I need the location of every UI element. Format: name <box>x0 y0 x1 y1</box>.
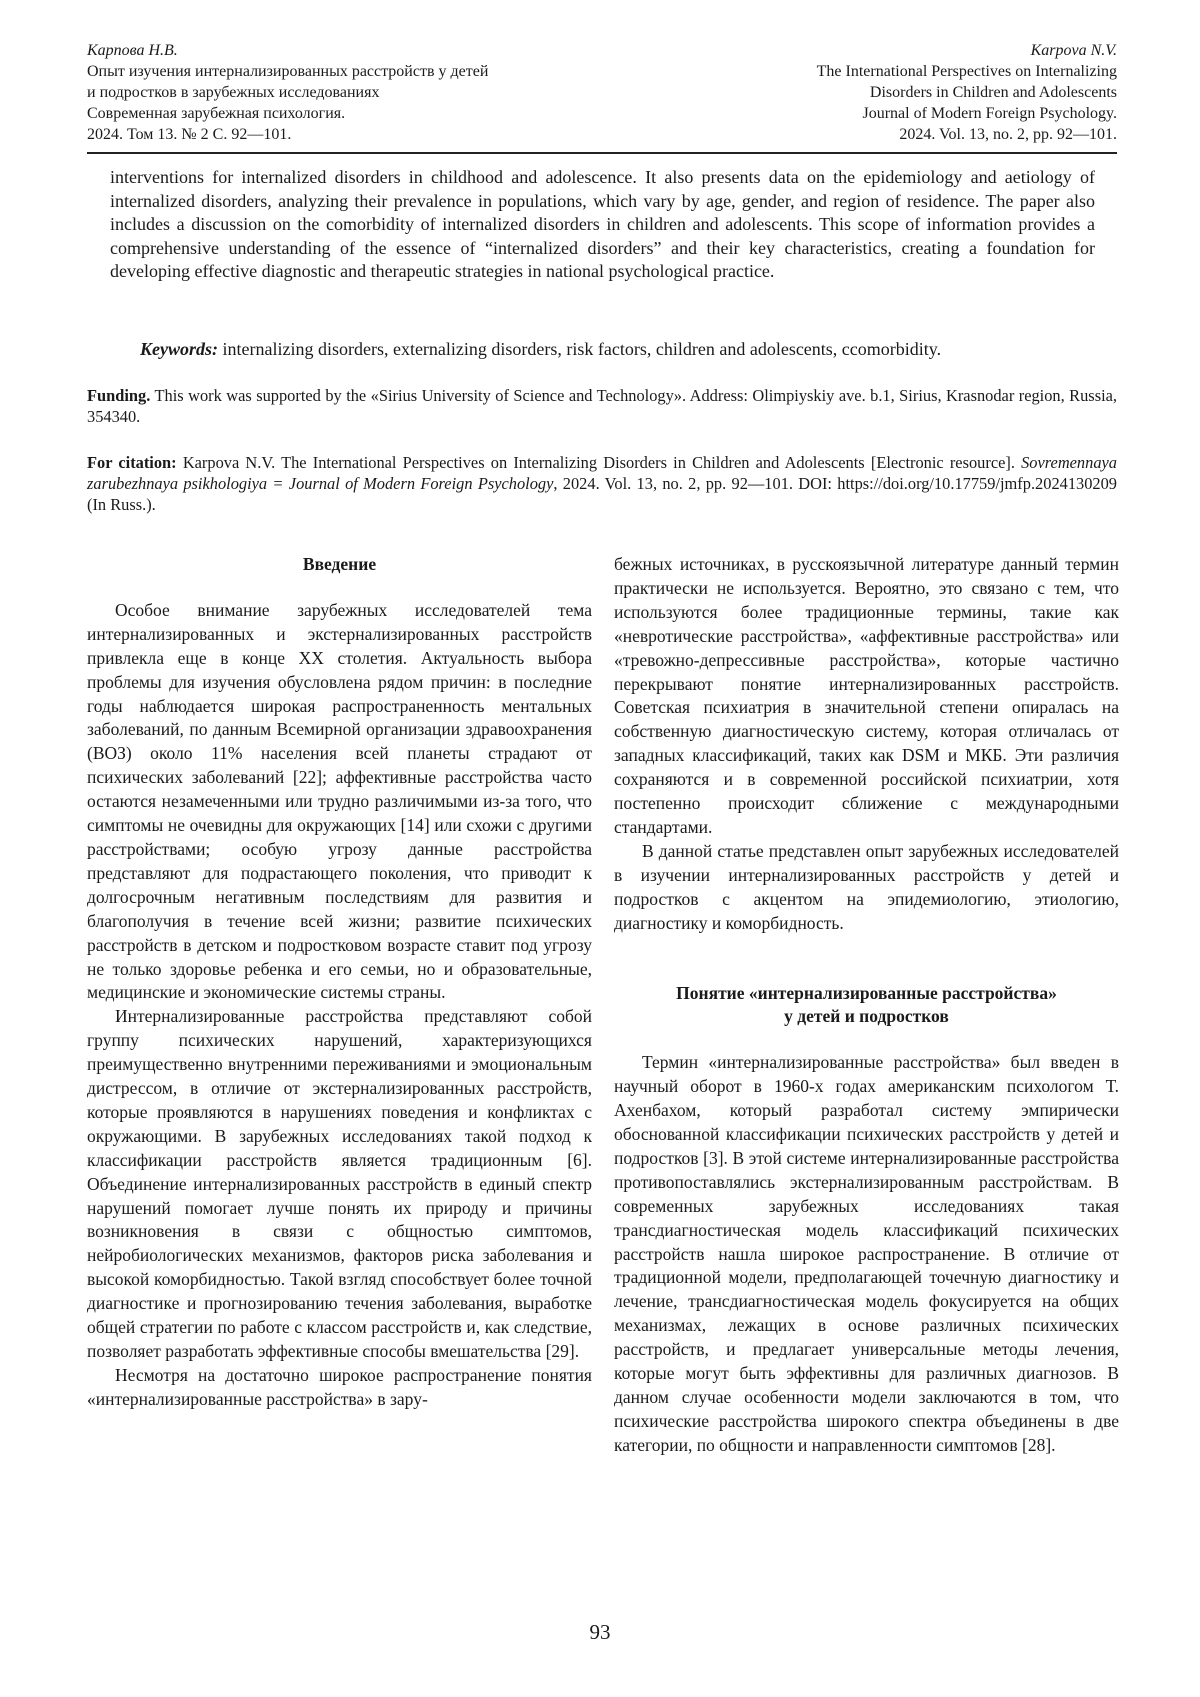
paragraph: Особое внимание зарубежных исследователей тема интернализированных и экстернализированных расстройств привлекла еще в конце XX столетия. Актуальность выбора проблемы для изучения обусловлена рядом причин: в последние годы наблюдается широкая распространенность ментальных заболеваний, по данным Всемирной организации здравоохранения (ВОЗ) около 11% населения всей планеты страдают от психических заболеваний [22]; аффективные расстройства часто остаются незамеченными или трудно различимыми из-за того, что симптомы не очевидны для окружающих [14] или схожи с другими расстройствами; особую угрозу данные расстройства представляют для подрастающего поколения, что приводит к долгосрочным негативным последствиям для развития и благополучия в течение всей жизни; развитие психических расстройств в детском и подростковом возрасте ставит под угрозу не только здоровье ребенка и его семьи, но и образовательные, медицинские и экономические системы страны. <box>87 599 592 1003</box>
citation-journal: Sovremennaya zarubezhnaya psikhologiya = Journal of Modern Foreign Psychology <box>87 453 1117 493</box>
header-issue-ru: 2024. Том 13. № 2 С. 92—101. <box>87 126 292 143</box>
keywords-label: Keywords: <box>140 339 218 359</box>
section-heading-line-1: Понятие «интернализированные расстройства» <box>676 982 1057 1003</box>
funding <box>87 385 1117 427</box>
right-column <box>614 553 1119 1458</box>
citation-text-1: Karpova N.V. The International Perspectives on Internalizing Disorders in Children and Adolescents [Electronic resource]. <box>176 453 1022 472</box>
header-title-en-1: The International Perspectives on Internalizing <box>816 63 1117 80</box>
header-russian <box>87 40 488 145</box>
citation-text-2: , 2024. Vol. 13, no. 2, pp. 92—101. DOI: https://doi.org/10.17759/jmfp.2024130209 (In Russ.). <box>87 474 1118 514</box>
header-title-en-2: Disorders in Children and Adolescents <box>869 84 1117 101</box>
paragraph: В данной статье представлен опыт зарубежных исследователей в изучении интернализированных расстройств у детей и подростков с акцентом на эпидемиологию, этиологию, диагностику и коморбидность. <box>614 840 1119 933</box>
paragraph: бежных источниках, в русскоязычной литературе данный термин практически не используется. Вероятно, это связано с тем, что используются более традиционные термины, такие как «невротические расстройства», «аффективные расстройства» или «тревожно-депрессивные расстройства», которые частично перекрывают понятие интернализированных расстройств. Советская психиатрия в значительной степени опиралась на собственную диагностическую систему, которая отличалась от западных классификаций, таких как DSM и МКБ. Эти различия сохраняются и в современной российской психиатрии, хотя постепенно происходит сближение с международными стандартами. <box>614 554 1119 837</box>
funding-label: Funding. <box>87 386 151 405</box>
citation-label: For citation: <box>87 453 177 472</box>
keywords <box>140 338 1100 361</box>
section-heading-introduction: Введение <box>302 554 377 574</box>
header-title-ru-2: и подростков в зарубежных исследованиях <box>87 84 380 101</box>
section-heading-concept <box>614 982 1119 1030</box>
page-number: 93 <box>589 1620 611 1644</box>
citation <box>87 452 1117 515</box>
running-header <box>87 40 1117 154</box>
paragraph: Интернализированные расстройства представляют собой группу психических нарушений, характеризующихся преимущественно внутренними переживаниями и эмоциональным дистрессом, в отличие от экстернализированных расстройств, которые проявляются в нарушениях поведения и конфликтах с окружающими. В зарубежных исследованиях такой подход к классификации расстройств является традиционным [6]. Объединение интернализированных расстройств в единый спектр нарушений помогает лучше понять их природу и причины возникновения в связи с общностью симптомов, нейробиологических механизмов, факторов риска заболевания и высокой коморбидностью. Такой взгляд способствует более точной диагностике и прогнозированию течения заболевания, выработке общей стратегии по работе с классом расстройств и, как следствие, позволяет разработать эффективные способы вмешательства [29]. <box>87 1006 592 1361</box>
header-journal-en: Journal of Modern Foreign Psychology. <box>862 105 1117 122</box>
header-journal-ru: Современная зарубежная психология. <box>87 105 346 122</box>
keywords-text: internalizing disorders, externalizing disorders, risk factors, children and adolescents, ccomorbidity. <box>218 339 942 359</box>
header-title-ru-1: Опыт изучения интернализированных расстройств у детей <box>87 63 489 80</box>
left-column <box>87 553 592 1412</box>
funding-text: This work was supported by the «Sirius University of Science and Technology». Address: Olimpiyskiy ave. b.1, Sirius, Krasnodar region, Russia, 354340. <box>87 386 1117 426</box>
header-issue-en: 2024. Vol. 13, no. 2, pp. 92—101. <box>899 126 1117 143</box>
paragraph: Термин «интернализированные расстройства» был введен в научный оборот в 1960-х годах американским психологом Т. Ахенбахом, который разработал систему эмпирически обоснованной классификации психических расстройств у детей и подростков [3]. В этой системе интернализированные расстройства противопоставлялись экстернализированным расстройствам. В современных зарубежных исследованиях такая трансдиагностическая модель классификаций психических расстройств нашла широкое распространение. В отличие от традиционной модели, предполагающей точечную диагностику и лечение, трансдиагностическая модель фокусируется на общих механизмах, лежащих в основе различных психических расстройств, и предлагает универсальные методы лечения, которые могут быть эффективны для различных диагнозов. В данном случае особенности модели заключаются в том, что психические расстройства широкого спектра объединены в две категории, по общности и направленности симптомов [28]. <box>614 1052 1119 1455</box>
header-author-ru: Карпова Н.В. <box>87 42 178 59</box>
abstract-text: interventions for internalized disorders in childhood and adolescence. It also presents data on the epidemiology and aetiology of internalized disorders, analyzing their prevalence in populations, which vary by age, gender, and region of residence. The paper also includes a discussion on the comorbidity of internalized disorders in children and adolescents. This scope of information provides a comprehensive understanding of the essence of “internalized disorders” and their key characteristics, creating a foundation for developing effective diagnostic and therapeutic strategies in national psychological practice. <box>110 167 1095 282</box>
header-author-en: Karpova N.V. <box>1030 42 1117 59</box>
header-english <box>817 40 1117 145</box>
section-heading-line-2: у детей и подростков <box>784 1006 949 1027</box>
paragraph: Несмотря на достаточно широкое распространение понятия «интернализированные расстройства» в зару- <box>87 1364 592 1409</box>
